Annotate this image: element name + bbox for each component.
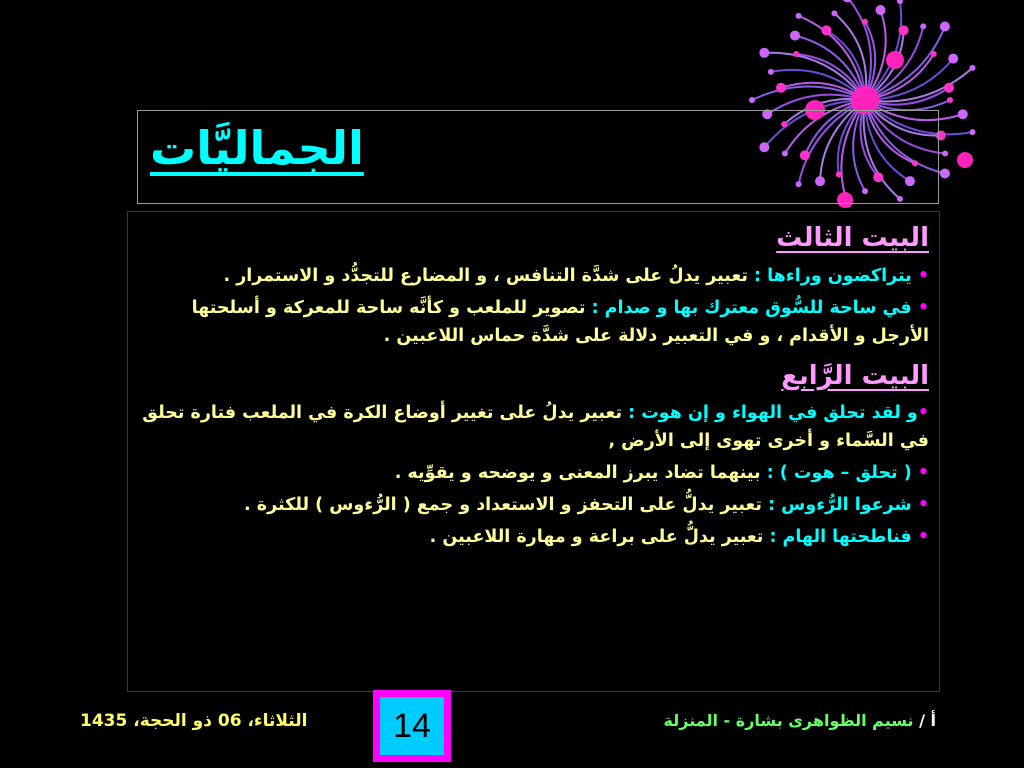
list-item <box>129 523 929 551</box>
content-body <box>129 218 929 551</box>
item-key: في ساحة للسُّوق معترك بها و صدام : <box>591 297 912 318</box>
author-name: نسيم الظواهرى بشارة - المنزلة <box>663 711 914 730</box>
bullet-icon: • <box>917 297 929 318</box>
list-item <box>129 294 929 350</box>
bullet-icon: • <box>917 265 929 286</box>
list-item <box>129 459 929 487</box>
footer-author <box>664 711 936 730</box>
author-prefix: أ / <box>919 711 936 730</box>
list-item <box>129 262 929 290</box>
bullet-icon: • <box>917 527 929 548</box>
item-text: تعبير يدلُّ على براعة و مهارة اللاعبين . <box>429 527 764 548</box>
bullet-icon: • <box>917 463 929 484</box>
item-key: يتراكضون وراءها : <box>754 265 912 286</box>
item-key: و لقد تحلق في الهواء و إن هوت : <box>628 403 918 424</box>
item-text: تصوير للملعب و كأنَّه ساحة للمعركة و أسلحتها الأرجل و الأقدام ، و في التعبير دلالة على شدَّة حماس اللاعبين . <box>191 297 929 346</box>
item-key: فناطحتها الهام : <box>769 527 912 548</box>
section-heading-third-verse: البيت الثالث <box>776 223 929 253</box>
item-key: شرعوا الرُّءوس : <box>768 495 912 516</box>
page-number: 14 <box>380 697 444 755</box>
list-item <box>129 399 929 455</box>
slide-title: الجماليَّات <box>150 121 364 175</box>
page-number-box <box>373 690 451 762</box>
list-item <box>129 491 929 519</box>
item-text: تعبير يدلُّ على التحفز و الاستعداد و جمع ( الرُّءوس ) للكثرة . <box>244 495 762 516</box>
item-text: تعبير يدلُ على شدَّة التنافس ، و المضارع للتجدُّد و الاستمرار . <box>223 265 748 286</box>
bullet-icon: • <box>917 495 929 516</box>
title-box <box>137 110 939 204</box>
bullet-icon: • <box>917 403 929 424</box>
item-key: ( تحلق – هوت ) : <box>766 463 912 484</box>
item-text: تعبير يدلُ على تغيير أوضاع الكرة في الملعب فتارة تحلق في السَّماء و أخرى تهوى إلى الأرض , <box>142 403 929 452</box>
item-text: بينهما تضاد يبرز المعنى و يوضحه و يقوِّيه . <box>394 463 761 484</box>
footer-date: الثلاثاء، 06 ذو الحجة، 1435 <box>80 711 308 731</box>
content-box <box>127 211 940 692</box>
section-heading-fourth-verse: البيت الرَّابع <box>781 360 929 391</box>
